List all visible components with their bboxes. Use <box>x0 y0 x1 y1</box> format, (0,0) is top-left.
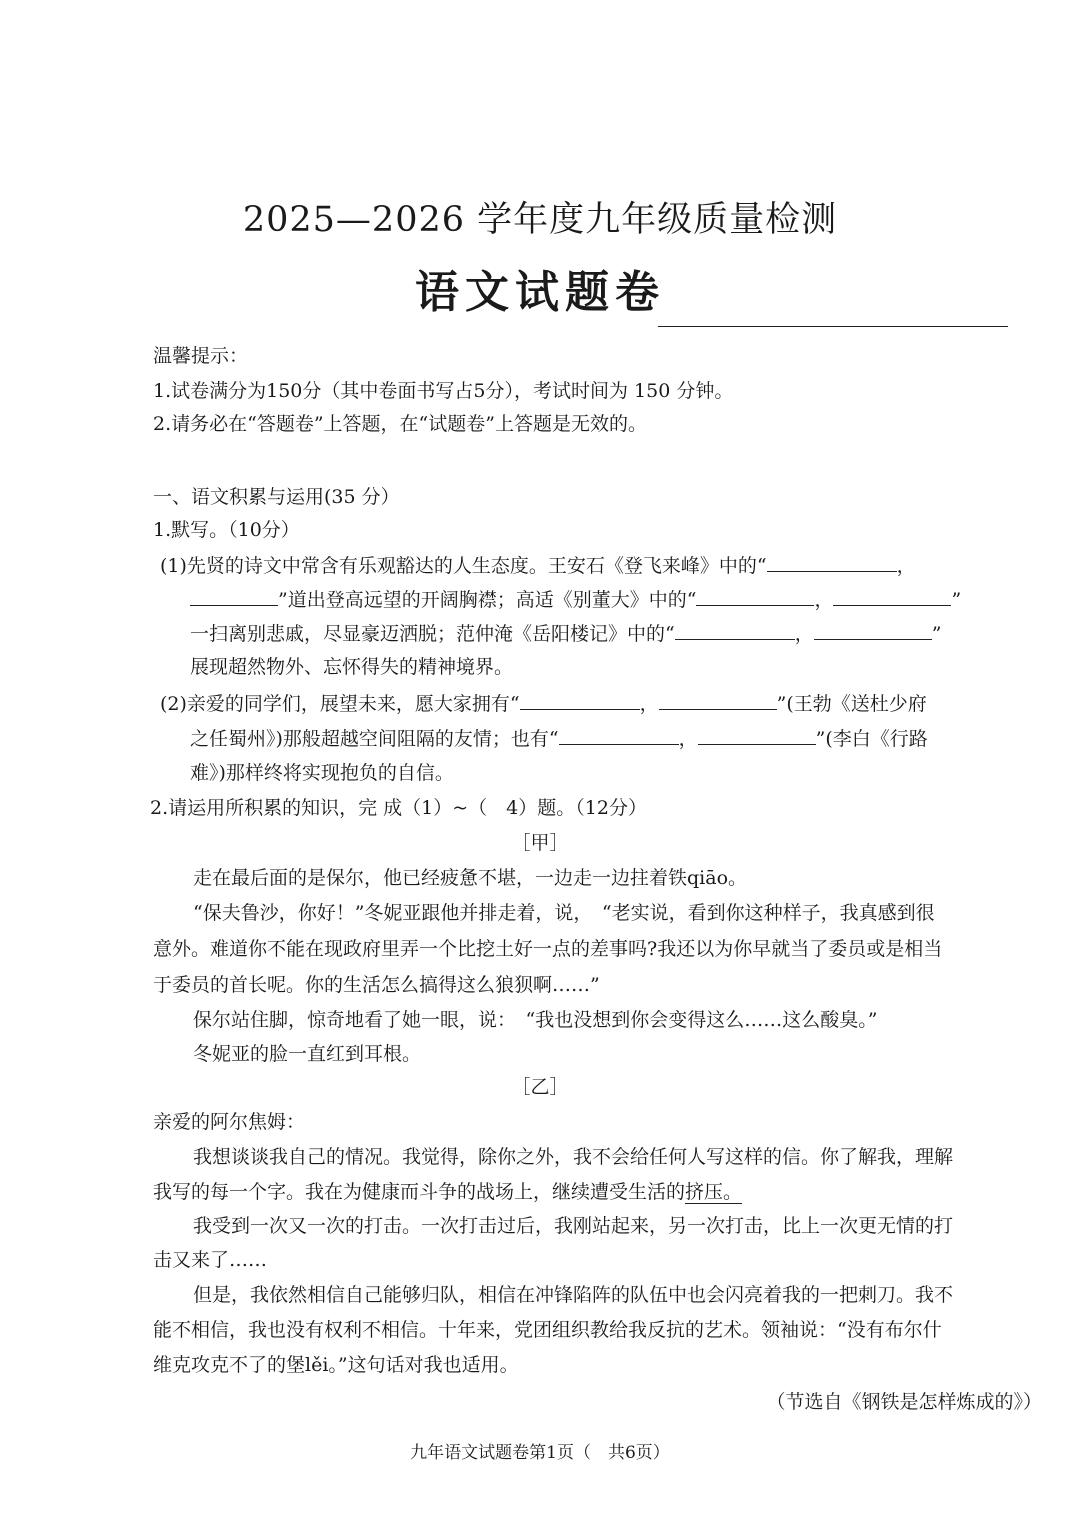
q1-part2-line2 <box>190 726 928 751</box>
yi-greeting: 亲爱的阿尔焦姆： <box>153 1111 306 1133</box>
title-underline <box>658 326 1008 327</box>
yi-paragraph-1-line2 <box>153 1180 742 1204</box>
jia-paragraph-1: 走在最后面的是保尔，他已经疲惫不堪，一边走一边拄着铁qiāo。 <box>193 867 748 889</box>
q1-part1-text: ”道出登高远望的开阔胸襟；高适《别董大》中的“ <box>278 589 697 611</box>
comma: ， <box>896 555 916 577</box>
answer-blank <box>767 553 897 572</box>
underlined-word: 挤压。 <box>685 1181 743 1203</box>
question-1-label: 1.默写。（10分） <box>153 519 300 541</box>
comma: ， <box>814 589 834 611</box>
jia-paragraph-2-line2: 意外。难道你不能在现政府里弄一个比挖土好一点的差事吗?我还以为你早就当了委员或是相当 <box>153 938 943 960</box>
comma: ， <box>678 728 698 750</box>
answer-blank <box>659 691 777 710</box>
q1-part1-line4: 展现超然物外、忘怀得失的精神境界。 <box>190 656 514 678</box>
q1-part2-line1 <box>160 691 927 716</box>
q1-part1-text: (1)先贤的诗文中常含有乐观豁达的人生态度。王安石《登飞来峰》中的“ <box>160 555 767 577</box>
exam-title-line1: 2025—2026 学年度九年级质量检测 <box>242 200 838 240</box>
question-2-label: 2.请运用所积累的知识，完 成（1）~（ 4）题。（12分） <box>150 797 647 819</box>
yi-text: 我写的每一个字。我在为健康而斗争的战场上，继续遭受生活的 <box>153 1181 686 1203</box>
q1-part2-text: 之任蜀州》)那般超越空间阻隔的友情；也有“ <box>190 728 559 750</box>
answer-blank <box>698 726 816 745</box>
tips-item-1: 1.试卷满分为150分（其中卷面书写占5分），考试时间为 150 分钟。 <box>153 380 734 402</box>
quote-close: ” <box>951 589 962 611</box>
exam-title-line2: 语文试题卷 <box>415 267 665 318</box>
comma: ， <box>639 693 659 715</box>
answer-blank <box>675 621 795 640</box>
yi-paragraph-1-line1: 我想谈谈我自己的情况。我觉得，除你之外，我不会给任何人写这样的信。你了解我，理解 <box>193 1146 954 1168</box>
passage-yi-title: ［乙］ <box>511 1076 569 1098</box>
jia-paragraph-3: 保尔站住脚，惊奇地看了她一眼，说： “我也没想到你会变得这么……这么酸臭。” <box>193 1009 878 1031</box>
jia-paragraph-4: 冬妮亚的脸一直红到耳根。 <box>193 1043 422 1065</box>
page-footer: 九年语文试题卷第1页（ 共6页） <box>410 1443 670 1463</box>
jia-paragraph-2-line1: “保夫鲁沙，你好！”冬妮亚跟他并排走着，说， “老实说，看到你这种样子，我真感到很 <box>193 902 935 924</box>
answer-blank <box>696 587 814 606</box>
answer-blank <box>520 691 640 710</box>
answer-blank <box>814 621 932 640</box>
yi-paragraph-3-line3: 维克攻克不了的堡lěi。”这句话对我也适用。 <box>153 1354 519 1376</box>
answer-blank <box>559 726 679 745</box>
tips-heading: 温馨提示： <box>153 345 249 367</box>
yi-paragraph-2-line2: 击又来了…… <box>153 1249 268 1271</box>
yi-paragraph-3-line1: 但是，我依然相信自己能够归队，相信在冲锋陷阵的队伍中也会闪亮着我的一把刺刀。我不 <box>193 1284 954 1306</box>
q1-part1-text: 一扫离别悲戚，尽显豪迈洒脱；范仲淹《岳阳楼记》中的“ <box>190 623 675 645</box>
q1-part2-text: ”(王勃《送杜少府 <box>776 693 927 715</box>
answer-blank <box>190 587 278 606</box>
yi-paragraph-2-line1: 我受到一次又一次的打击。一次打击过后，我刚站起来，另一次打击，比上一次更无情的打 <box>193 1215 954 1237</box>
quote-close: ” <box>931 623 942 645</box>
section-heading: 一、语文积累与运用(35 分） <box>153 486 400 508</box>
q1-part2-line3: 难》)那样终将实现抱负的自信。 <box>190 762 454 784</box>
passage-jia-title: ［甲］ <box>511 832 569 854</box>
answer-blank <box>833 587 951 606</box>
yi-paragraph-3-line2: 能不相信，我也没有权利不相信。十年来，党团组织教给我反抗的艺术。领袖说：“没有布尔什 <box>153 1319 942 1341</box>
jia-paragraph-2-line3: 于委员的首长呢。你的生活怎么搞得这么狼狈啊……” <box>153 974 600 996</box>
passage-source: （节选自《钢铁是怎样炼成的》） <box>766 1391 1042 1413</box>
q1-part1-line3 <box>190 621 941 646</box>
q1-part1-line2 <box>190 587 961 612</box>
q1-part2-text: (2)亲爱的同学们，展望未来，愿大家拥有“ <box>160 693 520 715</box>
q1-part1-line1 <box>160 553 916 578</box>
comma: ， <box>794 623 814 645</box>
tips-item-2: 2.请务必在“答题卷”上答题，在“试题卷”上答题是无效的。 <box>153 413 647 435</box>
q1-part2-text: ”(李白《行路 <box>815 728 928 750</box>
